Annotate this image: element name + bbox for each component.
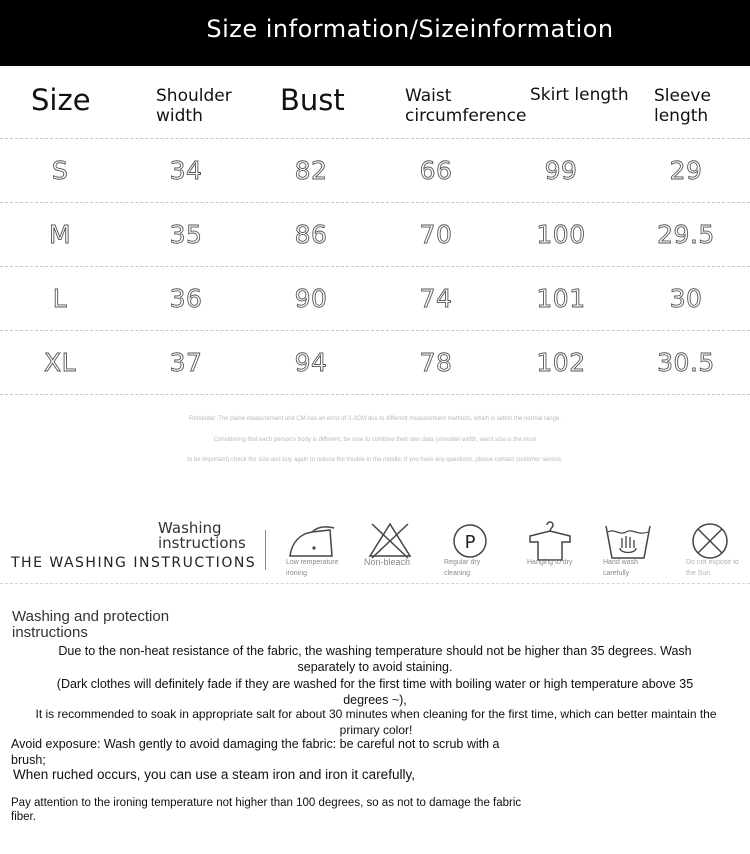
table-row bbox=[0, 139, 750, 203]
shoulder-cell: 36 bbox=[169, 284, 203, 313]
reminder-note: Considering that each person's body is different, be sure to combine their own data (shoulder width, waist size is the most bbox=[213, 437, 537, 443]
hand-wash-icon bbox=[598, 520, 658, 562]
no-bleach-caption bbox=[364, 557, 434, 568]
caption-line: Do not expose to bbox=[686, 559, 739, 566]
care-paragraph bbox=[10, 643, 740, 675]
sleeve-cell: 30 bbox=[669, 284, 703, 313]
care-paragraph bbox=[11, 736, 571, 768]
bust-cell: 90 bbox=[294, 284, 328, 313]
sleeve-cell: 29 bbox=[669, 156, 703, 185]
bust-cell: 86 bbox=[294, 220, 328, 249]
header-sleeve-line2: length bbox=[654, 106, 709, 126]
care-line: fiber. bbox=[11, 811, 36, 823]
size-cell: XL bbox=[43, 348, 77, 377]
caption-line: the Sun bbox=[686, 570, 711, 577]
header-size: Size bbox=[31, 83, 91, 117]
reminder-note: to be important) check the size and buy again to reduce the trouble in the middle. If you have any questions, please contact customer service. bbox=[187, 457, 563, 463]
care-line: (Dark clothes will definitely fade if they are washed for the first time with boiling water or high temperature above 35 bbox=[56, 677, 694, 691]
caption-line: Non-bleach bbox=[364, 557, 411, 567]
hanger-caption bbox=[527, 557, 597, 568]
care-line: Due to the non-heat resistance of the fabric, the washing temperature should not be higher than 35 degrees. Wash bbox=[58, 644, 692, 658]
waist-cell: 78 bbox=[419, 348, 453, 377]
caption-line: Hanging to dry bbox=[527, 559, 573, 566]
header-sleeve-length bbox=[654, 86, 711, 126]
skirt-cell: 99 bbox=[544, 156, 578, 185]
caption-line: carefully bbox=[603, 570, 630, 577]
sleeve-cell: 29.5 bbox=[657, 220, 715, 249]
care-heading-line1: Washing and protection bbox=[12, 608, 170, 625]
washing-label bbox=[158, 521, 246, 551]
size-cell: M bbox=[48, 220, 72, 249]
caption-line: Regular dry bbox=[444, 559, 481, 566]
care-paragraph bbox=[10, 676, 740, 708]
no-bleach-icon bbox=[360, 520, 420, 562]
skirt-cell: 100 bbox=[536, 220, 586, 249]
care-paragraph bbox=[6, 706, 746, 738]
care-line: brush; bbox=[11, 753, 46, 767]
washing-title: THE WASHING INSTRUCTIONS bbox=[11, 555, 257, 571]
header-shoulder-width bbox=[156, 86, 232, 126]
shoulder-cell: 34 bbox=[169, 156, 203, 185]
dry-clean-caption bbox=[444, 557, 514, 579]
title-banner bbox=[0, 0, 750, 66]
no-sun-icon bbox=[680, 520, 740, 562]
skirt-cell: 101 bbox=[536, 284, 586, 313]
washing-label-line1: Washing bbox=[158, 519, 222, 537]
header-waist-line1: Waist bbox=[405, 86, 452, 106]
waist-cell: 66 bbox=[419, 156, 453, 185]
care-heading bbox=[12, 609, 212, 641]
section-divider bbox=[0, 583, 750, 584]
care-line: It is recommended to soak in appropriate salt for about 30 minutes when cleaning for the first time, which can better maintain the bbox=[35, 707, 717, 721]
reminder-note: Reminder: The plane measurement unit CM has an error of 2-3CM due to different measurement methods, which is within the normal range. bbox=[189, 416, 561, 422]
hand-wash-caption bbox=[603, 557, 673, 579]
care-line: degrees ~), bbox=[343, 693, 407, 707]
divider bbox=[265, 530, 266, 570]
table-row bbox=[0, 267, 750, 331]
header-bust: Bust bbox=[280, 83, 345, 117]
shoulder-cell: 37 bbox=[169, 348, 203, 377]
washing-label-line2: instructions bbox=[158, 534, 246, 552]
no-sun-caption bbox=[686, 557, 746, 579]
header-waist-line2: circumference bbox=[405, 106, 527, 126]
bust-cell: 94 bbox=[294, 348, 328, 377]
care-line: primary color! bbox=[339, 723, 413, 737]
iron-icon bbox=[282, 520, 342, 562]
caption-line: cleaning bbox=[444, 570, 471, 577]
header-shoulder-line2: width bbox=[156, 106, 203, 126]
care-paragraph bbox=[11, 796, 611, 824]
waist-cell: 74 bbox=[419, 284, 453, 313]
care-heading-line2: instructions bbox=[12, 624, 88, 641]
hanger-icon bbox=[520, 520, 580, 562]
dry-clean-icon bbox=[440, 520, 500, 562]
sleeve-cell: 30.5 bbox=[657, 348, 715, 377]
header-shoulder-line1: Shoulder bbox=[156, 86, 232, 106]
page-title: Size information/Sizeinformation bbox=[206, 15, 614, 43]
caption-line: ironing bbox=[286, 570, 308, 577]
caption-line: Hand wash bbox=[603, 559, 639, 566]
care-paragraph: When ruched occurs, you can use a steam iron and iron it carefully, bbox=[13, 767, 415, 782]
size-cell: S bbox=[51, 156, 69, 185]
care-line: Pay attention to the ironing temperature not higher than 100 degrees, so as not to damage the fabric bbox=[11, 797, 522, 809]
bust-cell: 82 bbox=[294, 156, 328, 185]
header-skirt-length: Skirt length bbox=[530, 85, 629, 105]
shoulder-cell: 35 bbox=[169, 220, 203, 249]
header-sleeve-line1: Sleeve bbox=[654, 86, 711, 106]
care-line: separately to avoid staining. bbox=[297, 660, 453, 674]
header-waist bbox=[405, 86, 526, 126]
row-divider bbox=[0, 394, 750, 395]
care-line: Avoid exposure: Wash gently to avoid damaging the fabric: be careful not to scrub with a bbox=[11, 737, 500, 751]
iron-caption bbox=[286, 557, 356, 579]
skirt-cell: 102 bbox=[536, 348, 586, 377]
svg-text:P: P bbox=[464, 532, 476, 553]
table-row bbox=[0, 203, 750, 267]
size-cell: L bbox=[52, 284, 68, 313]
table-row bbox=[0, 331, 750, 395]
waist-cell: 70 bbox=[419, 220, 453, 249]
caption-line: Low temperature bbox=[286, 559, 339, 566]
